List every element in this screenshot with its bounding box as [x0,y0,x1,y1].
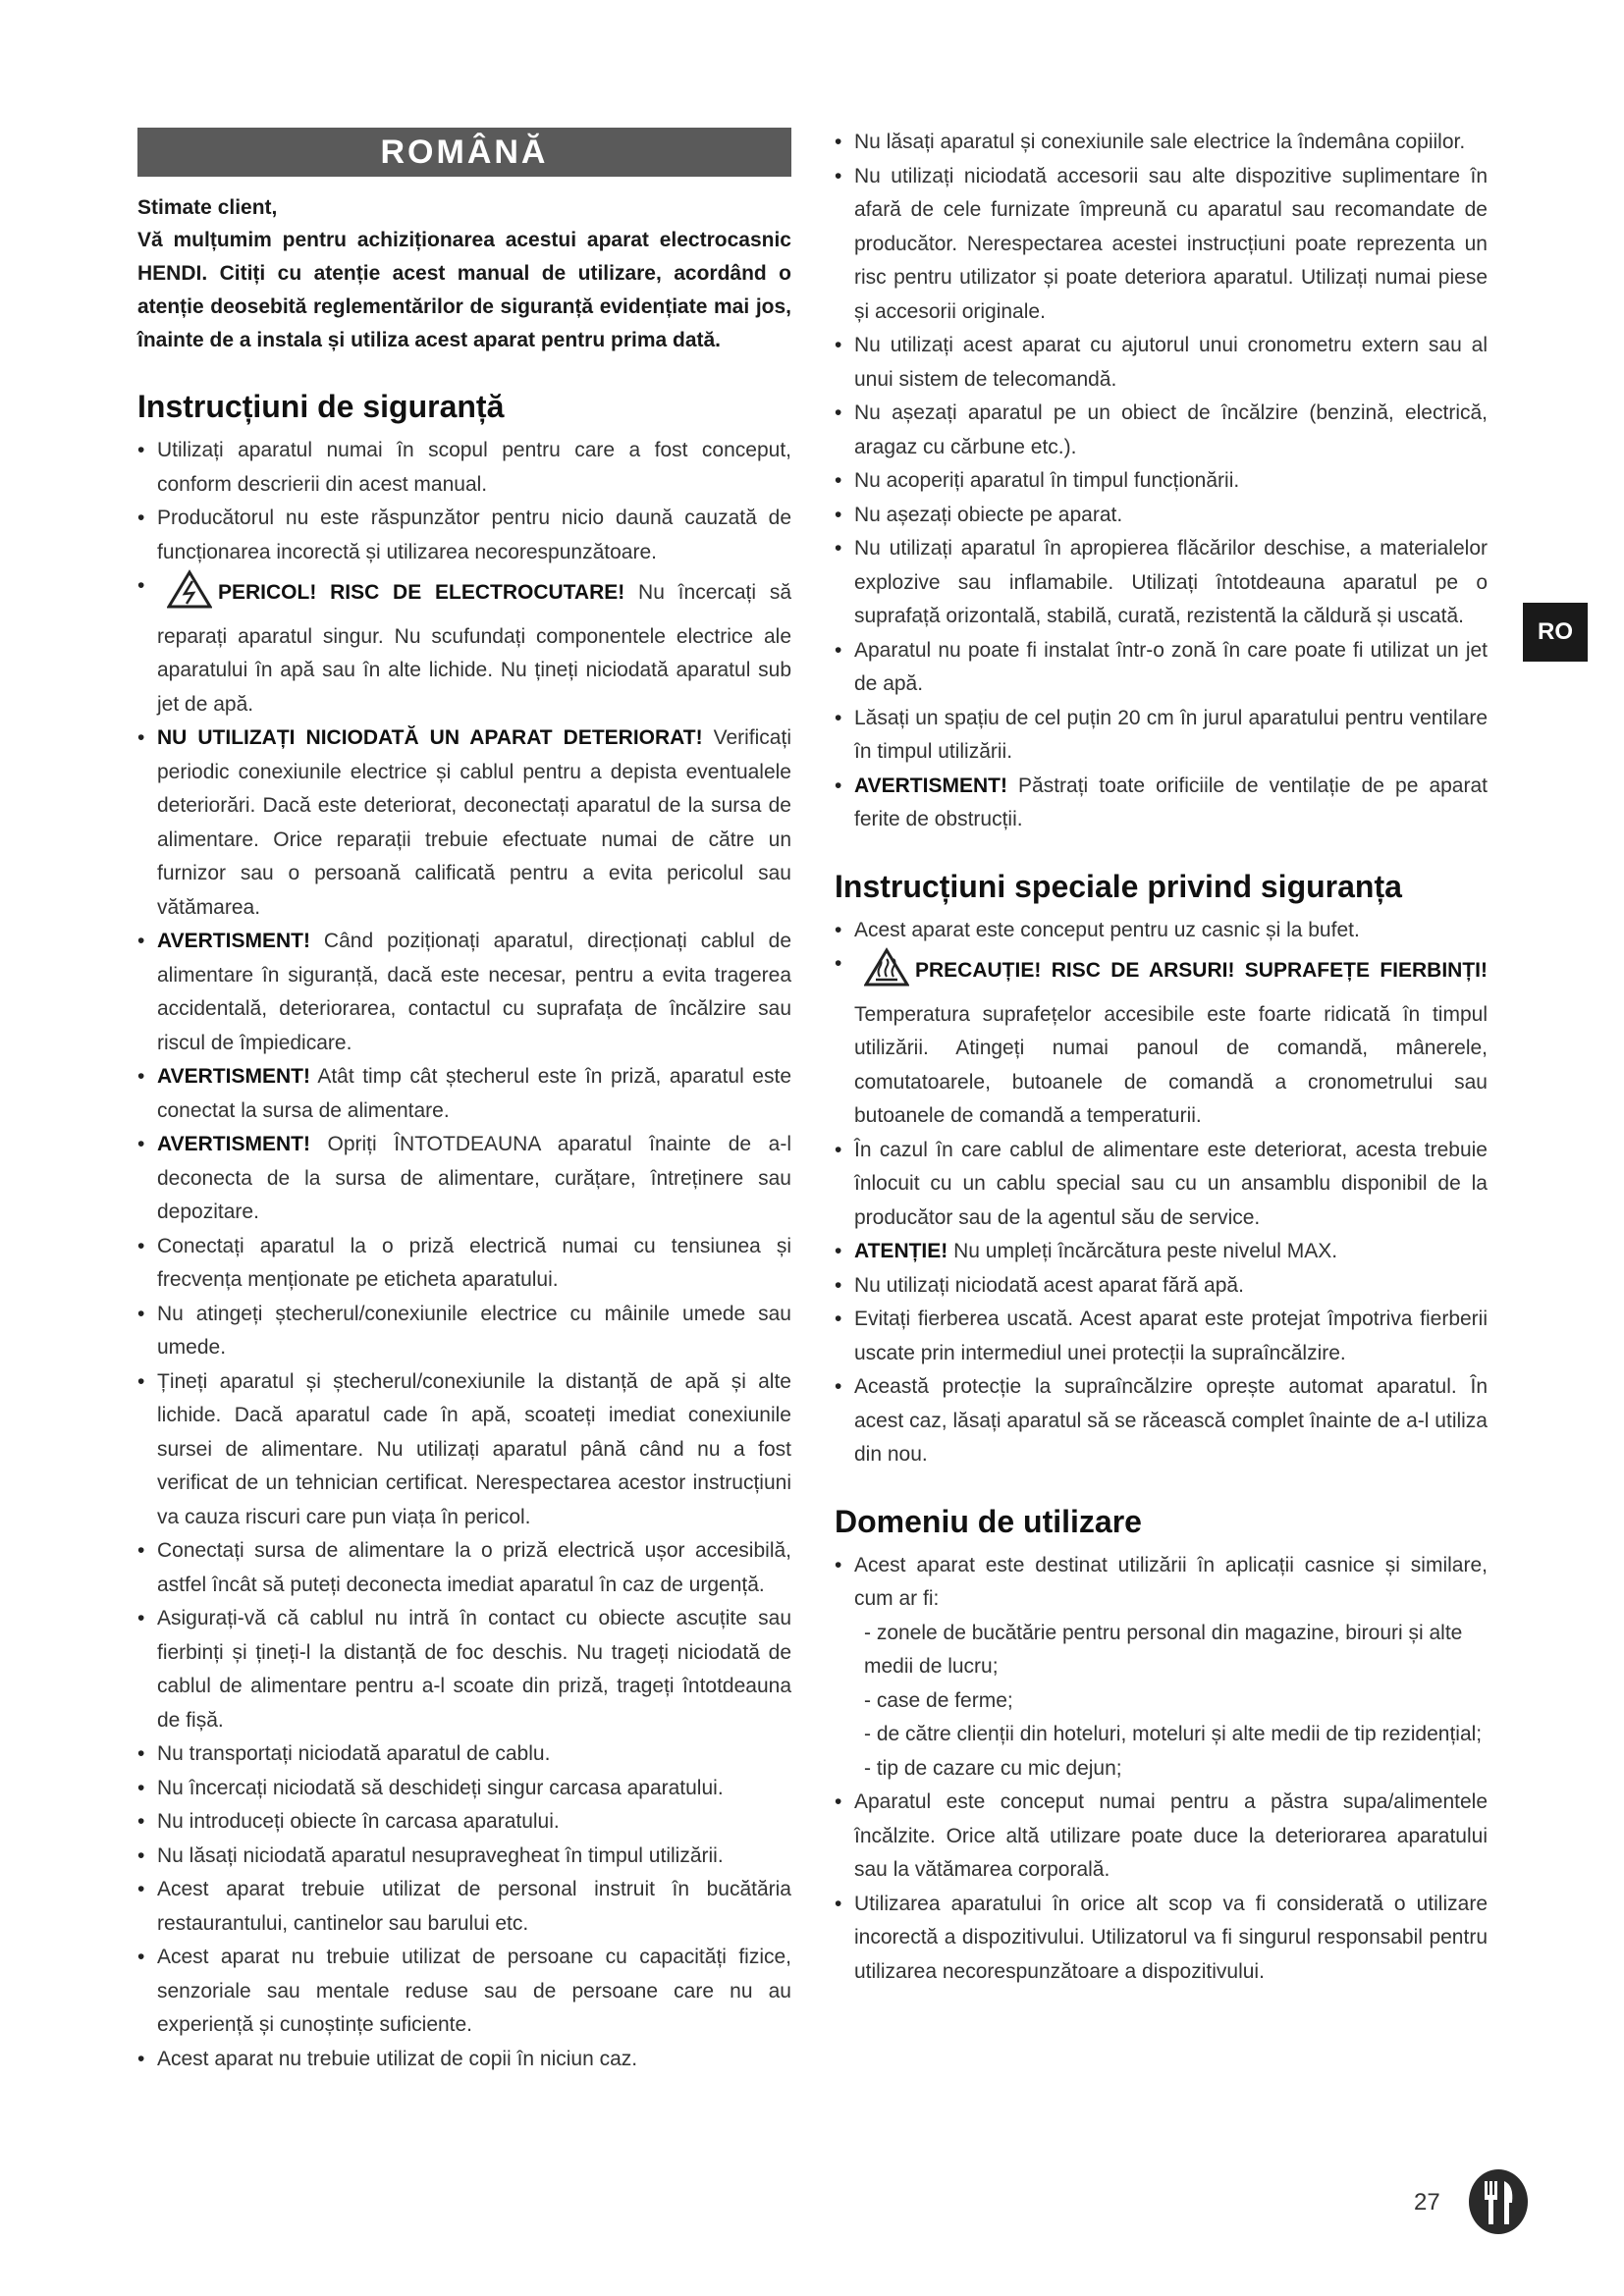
electric-hazard-icon [167,569,212,620]
list-item: • Acest aparat este destinat utilizării în aplicații casnice și similare, cum ar fi: [835,1549,1488,1617]
list-item: • AVERTISMENT! Opriți ÎNTOTDEAUNA aparatul înainte de a-l deconecta de la sursa de alimentare, curățare, întreținere sau depozitare. [137,1128,791,1230]
greeting: Stimate client, [137,196,278,219]
list-item: • Nu utilizați aparatul în apropierea flăcărilor deschise, a materialelor explozive sau inflamabile. Utilizați întotdeauna aparatul pe o suprafață orizontală, stabilă, curată, rezistentă la căldură și uscată. [835,532,1488,634]
usage-title: Domeniu de utilizare [835,1503,1142,1539]
list-item: • Această protecție la supraîncălzire oprește automat aparatul. În acest caz, lăsați aparatul să se răcească complet înainte de a-l utiliza din nou. [835,1370,1488,1472]
list-item: • Acest aparat nu trebuie utilizat de copii în niciun caz. [137,2043,791,2077]
sub-item: - zonele de bucătărie pentru personal din magazine, birouri și alte medii de lucru; [864,1621,1463,1678]
sub-item: - case de ferme; [864,1688,1013,1712]
right-column [835,126,1488,1989]
safety-list [137,434,791,2076]
list-item: • Nu introduceți obiecte în carcasa aparatului. [137,1805,791,1840]
list-item: • PERICOL! RISC DE ELECTROCUTARE! Nu încercați să reparați aparatul singur. Nu scufundați componentele electrice ale aparatului în apă sau în alte lichide. Nu țineți niciodată aparatul sub jet de apă. [137,569,791,721]
safety-continued-list [835,126,1488,837]
list-item: • În cazul în care cablul de alimentare este deteriorat, acesta trebuie înlocuit cu un cablu special sau cu un ansamblu disponibil de la producător sau de la agentul său de service. [835,1134,1488,1236]
sub-item: - tip de cazare cu mic dejun; [864,1756,1122,1780]
list-item: • Producătorul nu este răspunzător pentru nicio daună cauzată de funcționarea incorectă și utilizarea necorespunzătoare. [137,502,791,569]
list-item: • Nu lăsați niciodată aparatul nesupravegheat în timpul utilizării. [137,1840,791,1874]
usage-list [835,1549,1488,1990]
list-item: • Evitați fierberea uscată. Acest aparat este protejat împotriva fierberii uscate prin intermediul unei protecții la supraîncălzire. [835,1303,1488,1370]
list-item: • Nu utilizați niciodată accesorii sau alte dispozitive suplimentare în afară de cele furnizate împreună cu aparatul sau recomandate de producător. Nerespectarea acestei instrucțiuni poate reprezenta un risc pentru utilizator și poate deteriora aparatul. Utilizați numai piese și accesorii originale. [835,160,1488,330]
safety-title: Instrucțiuni de siguranță [137,389,505,424]
list-item: • Nu transportați niciodată aparatul de cablu. [137,1737,791,1772]
list-item: • Acest aparat trebuie utilizat de personal instruit în bucătăria restaurantului, cantinelor sau barului etc. [137,1873,791,1941]
list-item: • Nu utilizați acest aparat cu ajutorul unui cronometru extern sau al unui sistem de telecomandă. [835,329,1488,397]
intro-paragraph: Vă mulțumim pentru achiziționarea acestui aparat electrocasnic HENDI. Citiți cu atenție acest manual de utilizare, acordând o atenție deosebită reglementărilor de siguranță evidențiate mai jos, înainte de a instala și utiliza acest aparat pentru prima dată. [137,229,791,351]
left-column [137,128,791,2076]
list-item: • Nu utilizați niciodată acest aparat fără apă. [835,1269,1488,1304]
list-item: • Lăsați un spațiu de cel puțin 20 cm în jurul aparatului pentru ventilare în timpul utilizării. [835,702,1488,770]
list-item: • Nu așezați aparatul pe un obiect de încălzire (benzină, electrică, aragaz cu cărbune etc.). [835,397,1488,464]
list-item: • NU UTILIZAȚI NICIODATĂ UN APARAT DETERIORAT! Verificați periodic conexiunile electrice și cablul pentru a depista eventualele deteriorări. Dacă este deteriorat, deconectați aparatul de la sursa de alimentare. Orice reparații trebuie efectuate numai de către un furnizor sau o persoană calificată pentru a evita pericolul sau vătămarea. [137,721,791,925]
list-item: • Utilizați aparatul numai în scopul pentru care a fost conceput, conform descrierii din acest manual. [137,434,791,502]
list-item: • Nu atingeți ștecherul/conexiunile electrice cu mâinile umede sau umede. [137,1298,791,1365]
list-item: • ATENȚIE! Nu umpleți încărcătura peste nivelul MAX. [835,1235,1488,1269]
fork-knife-logo-icon [1467,2167,1530,2241]
list-item: • Asigurați-vă că cablul nu intră în contact cu obiecte ascuțite sau fierbinți și țineți-l la distanță de foc deschis. Nu trageți niciodată de cablul de alimentare pentru a-l scoate din priză, trageți întotdeauna de fișă. [137,1602,791,1737]
language-side-tab: RO [1523,603,1588,662]
list-item: • Țineți aparatul și ștecherul/conexiunile la distanță de apă și alte lichide. Dacă aparatul cade în apă, scoateți imediat conexiunile sursei de alimentare. Nu utilizați aparatul până când nu a fost verificat de un tehnician certificat. Nerespectarea acestor instrucțiuni va cauza riscuri care pun viața în pericol. [137,1365,791,1535]
list-item: • Nu lăsați aparatul și conexiunile sale electrice la îndemâna copiilor. [835,126,1488,160]
special-safety-list [835,914,1488,1472]
list-item: • Acest aparat este conceput pentru uz casnic și la bufet. [835,914,1488,948]
list-item: • Conectați aparatul la o priză electrică numai cu tensiunea și frecvența menționate pe eticheta aparatului. [137,1230,791,1298]
sub-item: - de către clienții din hoteluri, moteluri și alte medii de tip rezidențial; [864,1723,1483,1745]
language-header: ROMÂNĂ [137,128,791,177]
list-item: • Aparatul este conceput numai pentru a păstra supa/alimentele încălzite. Orice altă utilizare poate duce la deteriorarea aparatului sau la vătămarea corporală. [835,1786,1488,1888]
list-item: • Conectați sursa de alimentare la o priză electrică ușor accesibilă, astfel încât să puteți deconecta imediat aparatul în caz de urgență. [137,1534,791,1602]
page-number: 27 [1414,2189,1440,2216]
list-item: • AVERTISMENT! Atât timp cât ștecherul este în priză, aparatul este conectat la sursa de alimentare. [137,1060,791,1128]
list-item: • AVERTISMENT! Păstrați toate orificiile de ventilație de pe aparat ferite de obstrucții. [835,770,1488,837]
list-item: • Nu acoperiți aparatul în timpul funcționării. [835,464,1488,499]
hot-surface-icon [864,947,909,998]
list-item: • Utilizarea aparatului în orice alt scop va fi considerată o utilizare incorectă a dispozitivului. Utilizatorul va fi singurul responsabil pentru utilizarea necorespunzătoare a dispozitivului. [835,1888,1488,1990]
list-item: • Nu așezați obiecte pe aparat. [835,499,1488,533]
list-item: • Nu încercați niciodată să deschideți singur carcasa aparatului. [137,1772,791,1806]
special-safety-title: Instrucțiuni speciale privind siguranța [835,868,1402,904]
list-item: • PRECAUȚIE! RISC DE ARSURI! SUPRAFEȚE FIERBINȚI! Temperatura suprafețelor accesibile este foarte ridicată în timpul utilizării. Atingeți numai panoul de comandă, mânerele, comutatoarele, butoanele de comandă a cronometrului sau butoanele de comandă a temperaturii. [835,947,1488,1134]
list-item: • AVERTISMENT! Când poziționați aparatul, direcționați cablul de alimentare în siguranță, dacă este necesar, pentru a evita tragerea accidentală, deteriorarea, contactul cu suprafața de încălzire sau riscul de împiedicare. [137,925,791,1060]
list-item: • Aparatul nu poate fi instalat într-o zonă în care poate fi utilizat un jet de apă. [835,634,1488,702]
list-item: • Acest aparat nu trebuie utilizat de persoane cu capacități fizice, senzoriale sau mentale reduse sau de persoane care nu au experiență și cunoștințe suficiente. [137,1941,791,2043]
